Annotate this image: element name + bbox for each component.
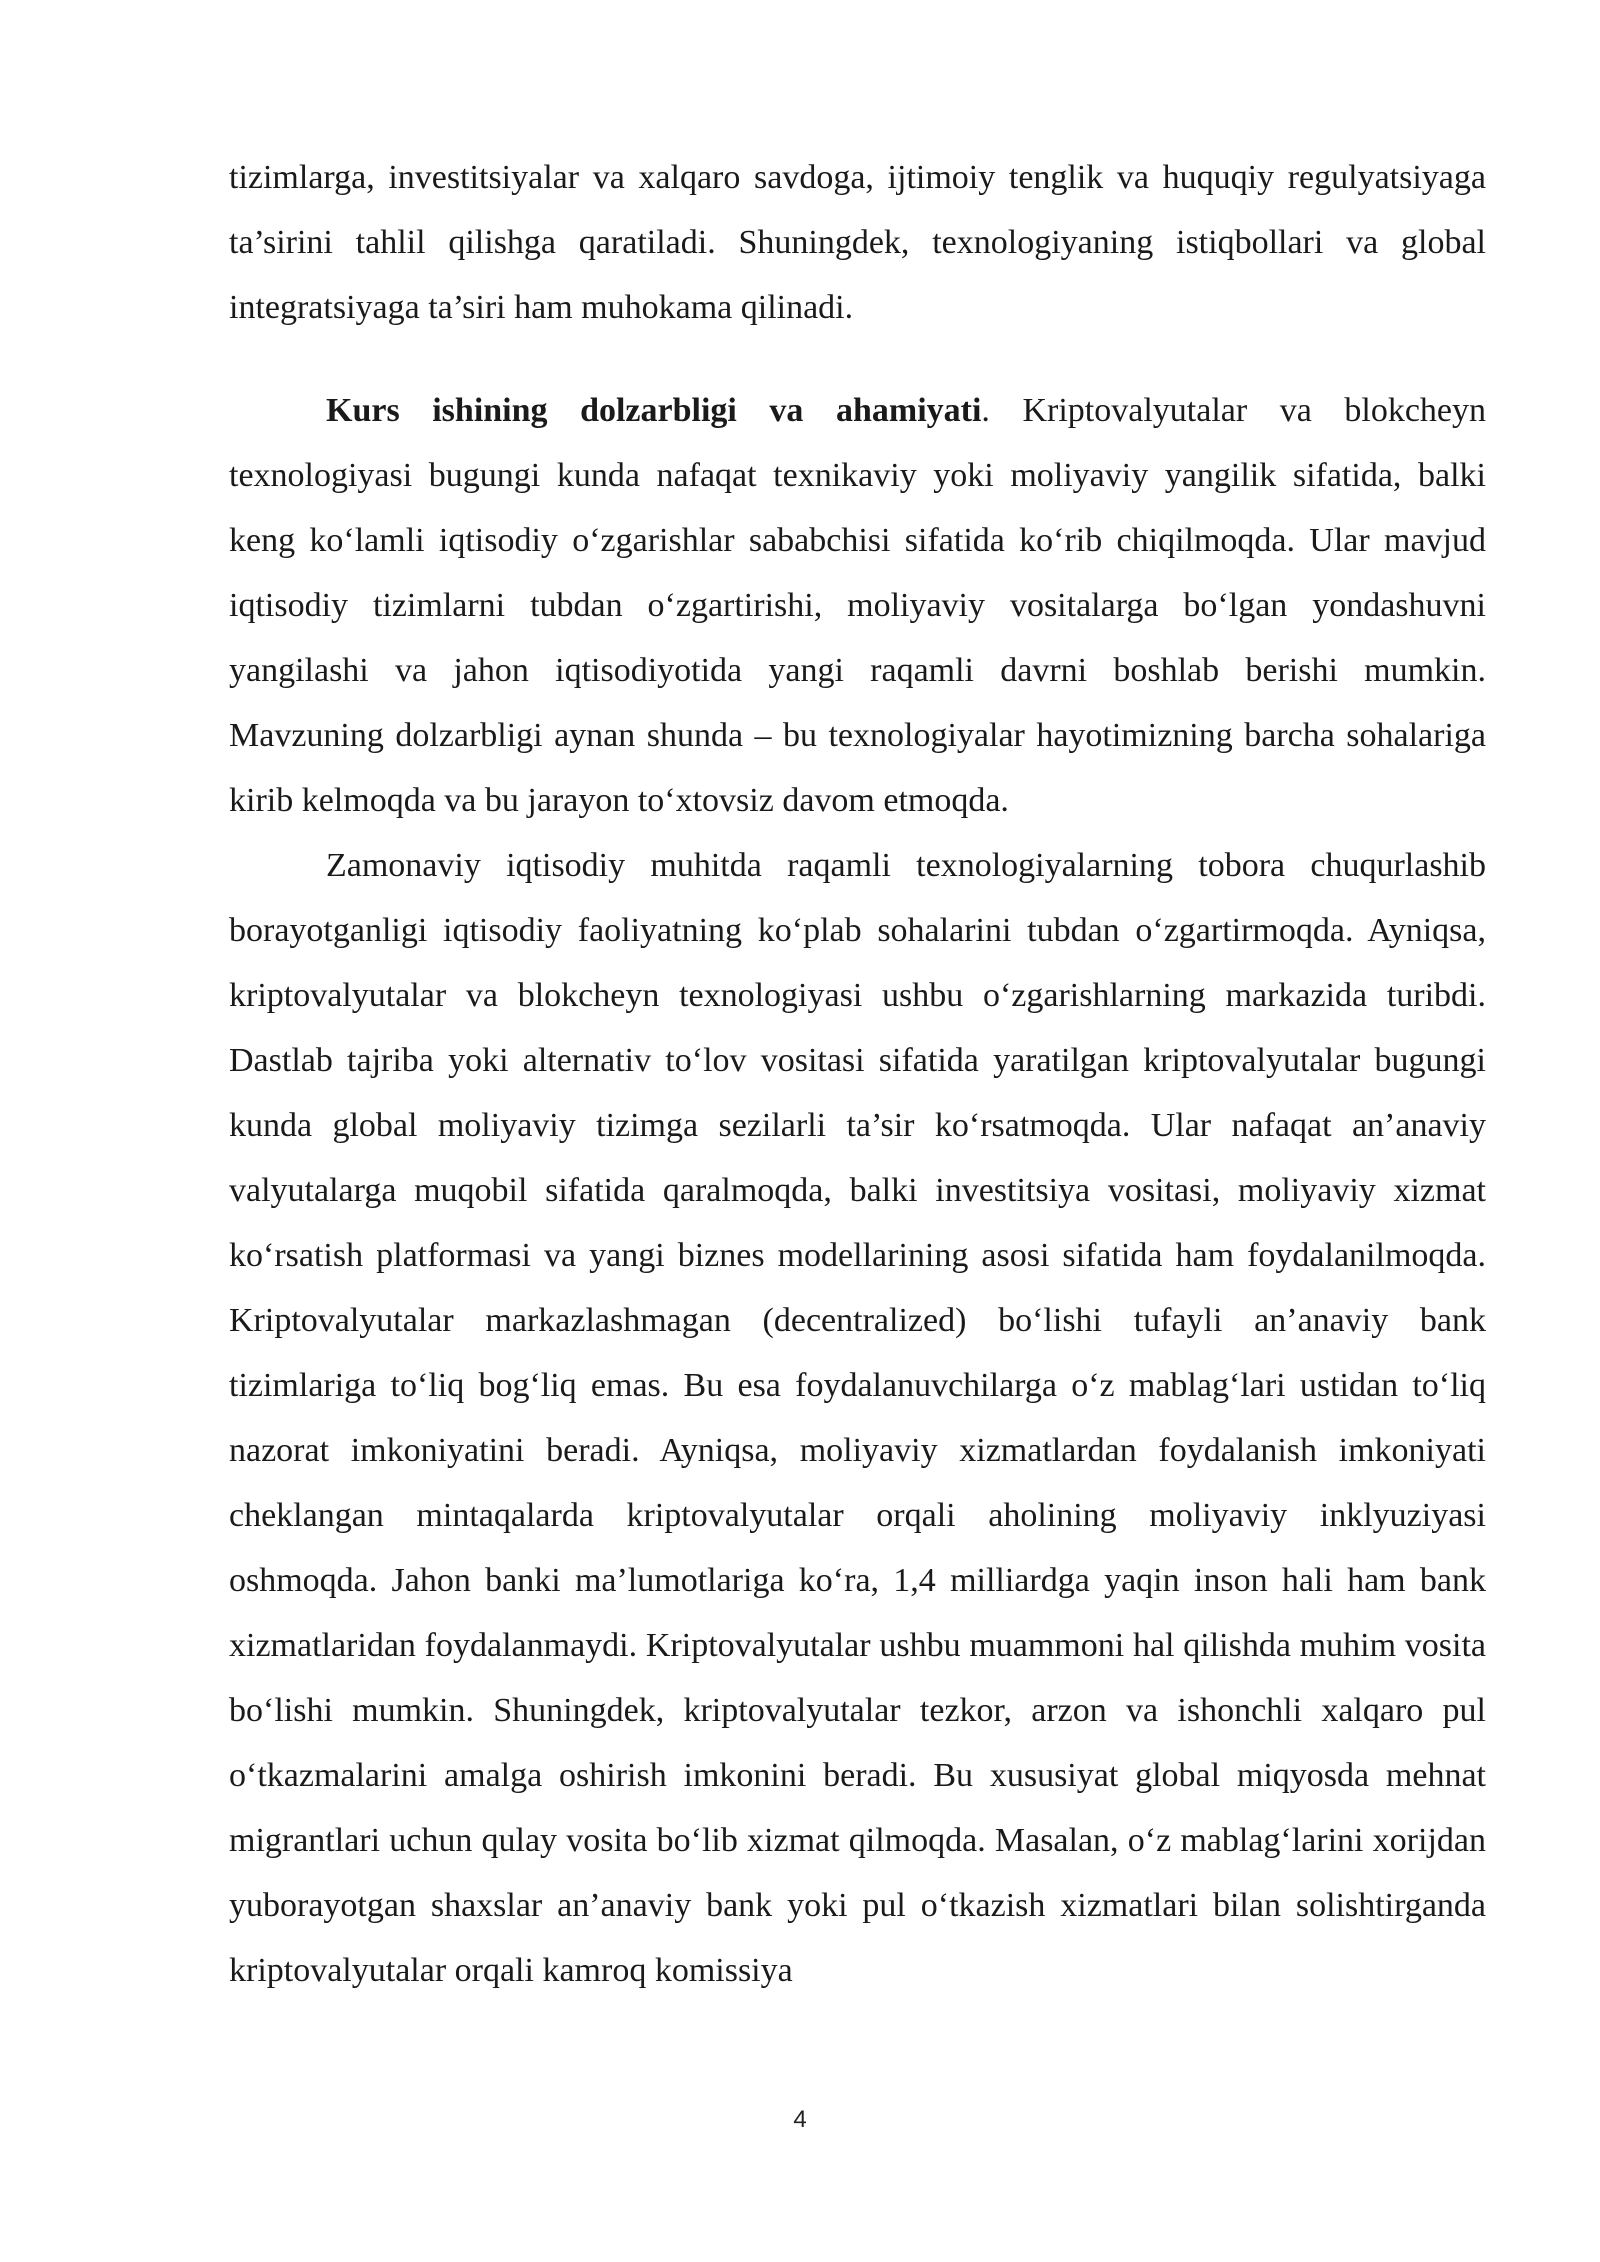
paragraph-relevance — [229, 378, 1486, 833]
document-body — [229, 145, 1486, 2003]
section-heading: Kurs ishining dolzarbligi va ahamiyati — [326, 392, 982, 429]
page-number: 4 — [793, 2106, 807, 2133]
paragraph-relevance-text: . Kriptovalyutalar va blokcheyn texnologiyasi bugungi kunda nafaqat texnikaviy yoki moliyaviy yangilik sifatida, balki keng ko‘lamli iqtisodiy o‘zgarishlar sababchisi sifatida ko‘rib chiqilmoqda. Ular mavjud iqtisodiy tizimlarni tubdan o‘zgartirishi, moliyaviy vositalarga bo‘lgan yondashuvni yangilashi va jahon iqtisodiyotida yangi raqamli davrni boshlab berishi mumkin. Mavzuning dolzarbligi aynan shunda – bu texnologiyalar hayotimizning barcha sohalariga kirib kelmoqda va bu jarayon to‘xtovsiz davom etmoqda. — [229, 392, 1486, 819]
paragraph-intro-continuation: tizimlarga, investitsiyalar va xalqaro savdoga, ijtimoiy tenglik va huquqiy regulyatsiyaga ta’sirini tahlil qilishga qaratiladi. Shuningdek, texnologiyaning istiqbollari va global integratsiyaga ta’siri ham muhokama qilinadi. — [229, 159, 1486, 326]
paragraph-modern-economy: Zamonaviy iqtisodiy muhitda raqamli texnologiyalarning tobora chuqurlashib borayotganligi iqtisodiy faoliyatning ko‘plab sohalarini tubdan o‘zgartirmoqda. Ayniqsa, kriptovalyutalar va blokcheyn texnologiyasi ushbu o‘zgarishlarning markazida turibdi. Dastlab tajriba yoki alternativ to‘lov vositasi sifatida yaratilgan kriptovalyutalar bugungi kunda global moliyaviy tizimga sezilarli ta’sir ko‘rsatmoqda. Ular nafaqat an’anaviy valyutalarga muqobil sifatida qaralmoqda, balki investitsiya vositasi, moliyaviy xizmat ko‘rsatish platformasi va yangi biznes modellarining asosi sifatida ham foydalanilmoqda. Kriptovalyutalar markazlashmagan (decentralized) bo‘lishi tufayli an’anaviy bank tizimlariga to‘liq bog‘liq emas. Bu esa foydalanuvchilarga o‘z mablag‘lari ustidan to‘liq nazorat imkoniyatini beradi. Ayniqsa, moliyaviy xizmatlardan foydalanish imkoniyati cheklangan mintaqalarda kriptovalyutalar orqali aholining moliyaviy inklyuziyasi oshmoqda. Jahon banki ma’lumotlariga ko‘ra, 1,4 milliardga yaqin inson hali ham bank xizmatlaridan foydalanmaydi. Kriptovalyutalar ushbu muammoni hal qilishda muhim vosita bo‘lishi mumkin. Shuningdek, kriptovalyutalar tezkor, arzon va ishonchli xalqaro pul o‘tkazmalarini amalga oshirish imkonini beradi. Bu xususiyat global miqyosda mehnat migrantlari uchun qulay vosita bo‘lib xizmat qilmoqda. Masalan, o‘z mablag‘larini xorijdan yuborayotgan shaxslar an’anaviy bank yoki pul o‘tkazish xizmatlari bilan solishtirganda kriptovalyutalar orqali kamroq komissiya — [229, 847, 1486, 1989]
